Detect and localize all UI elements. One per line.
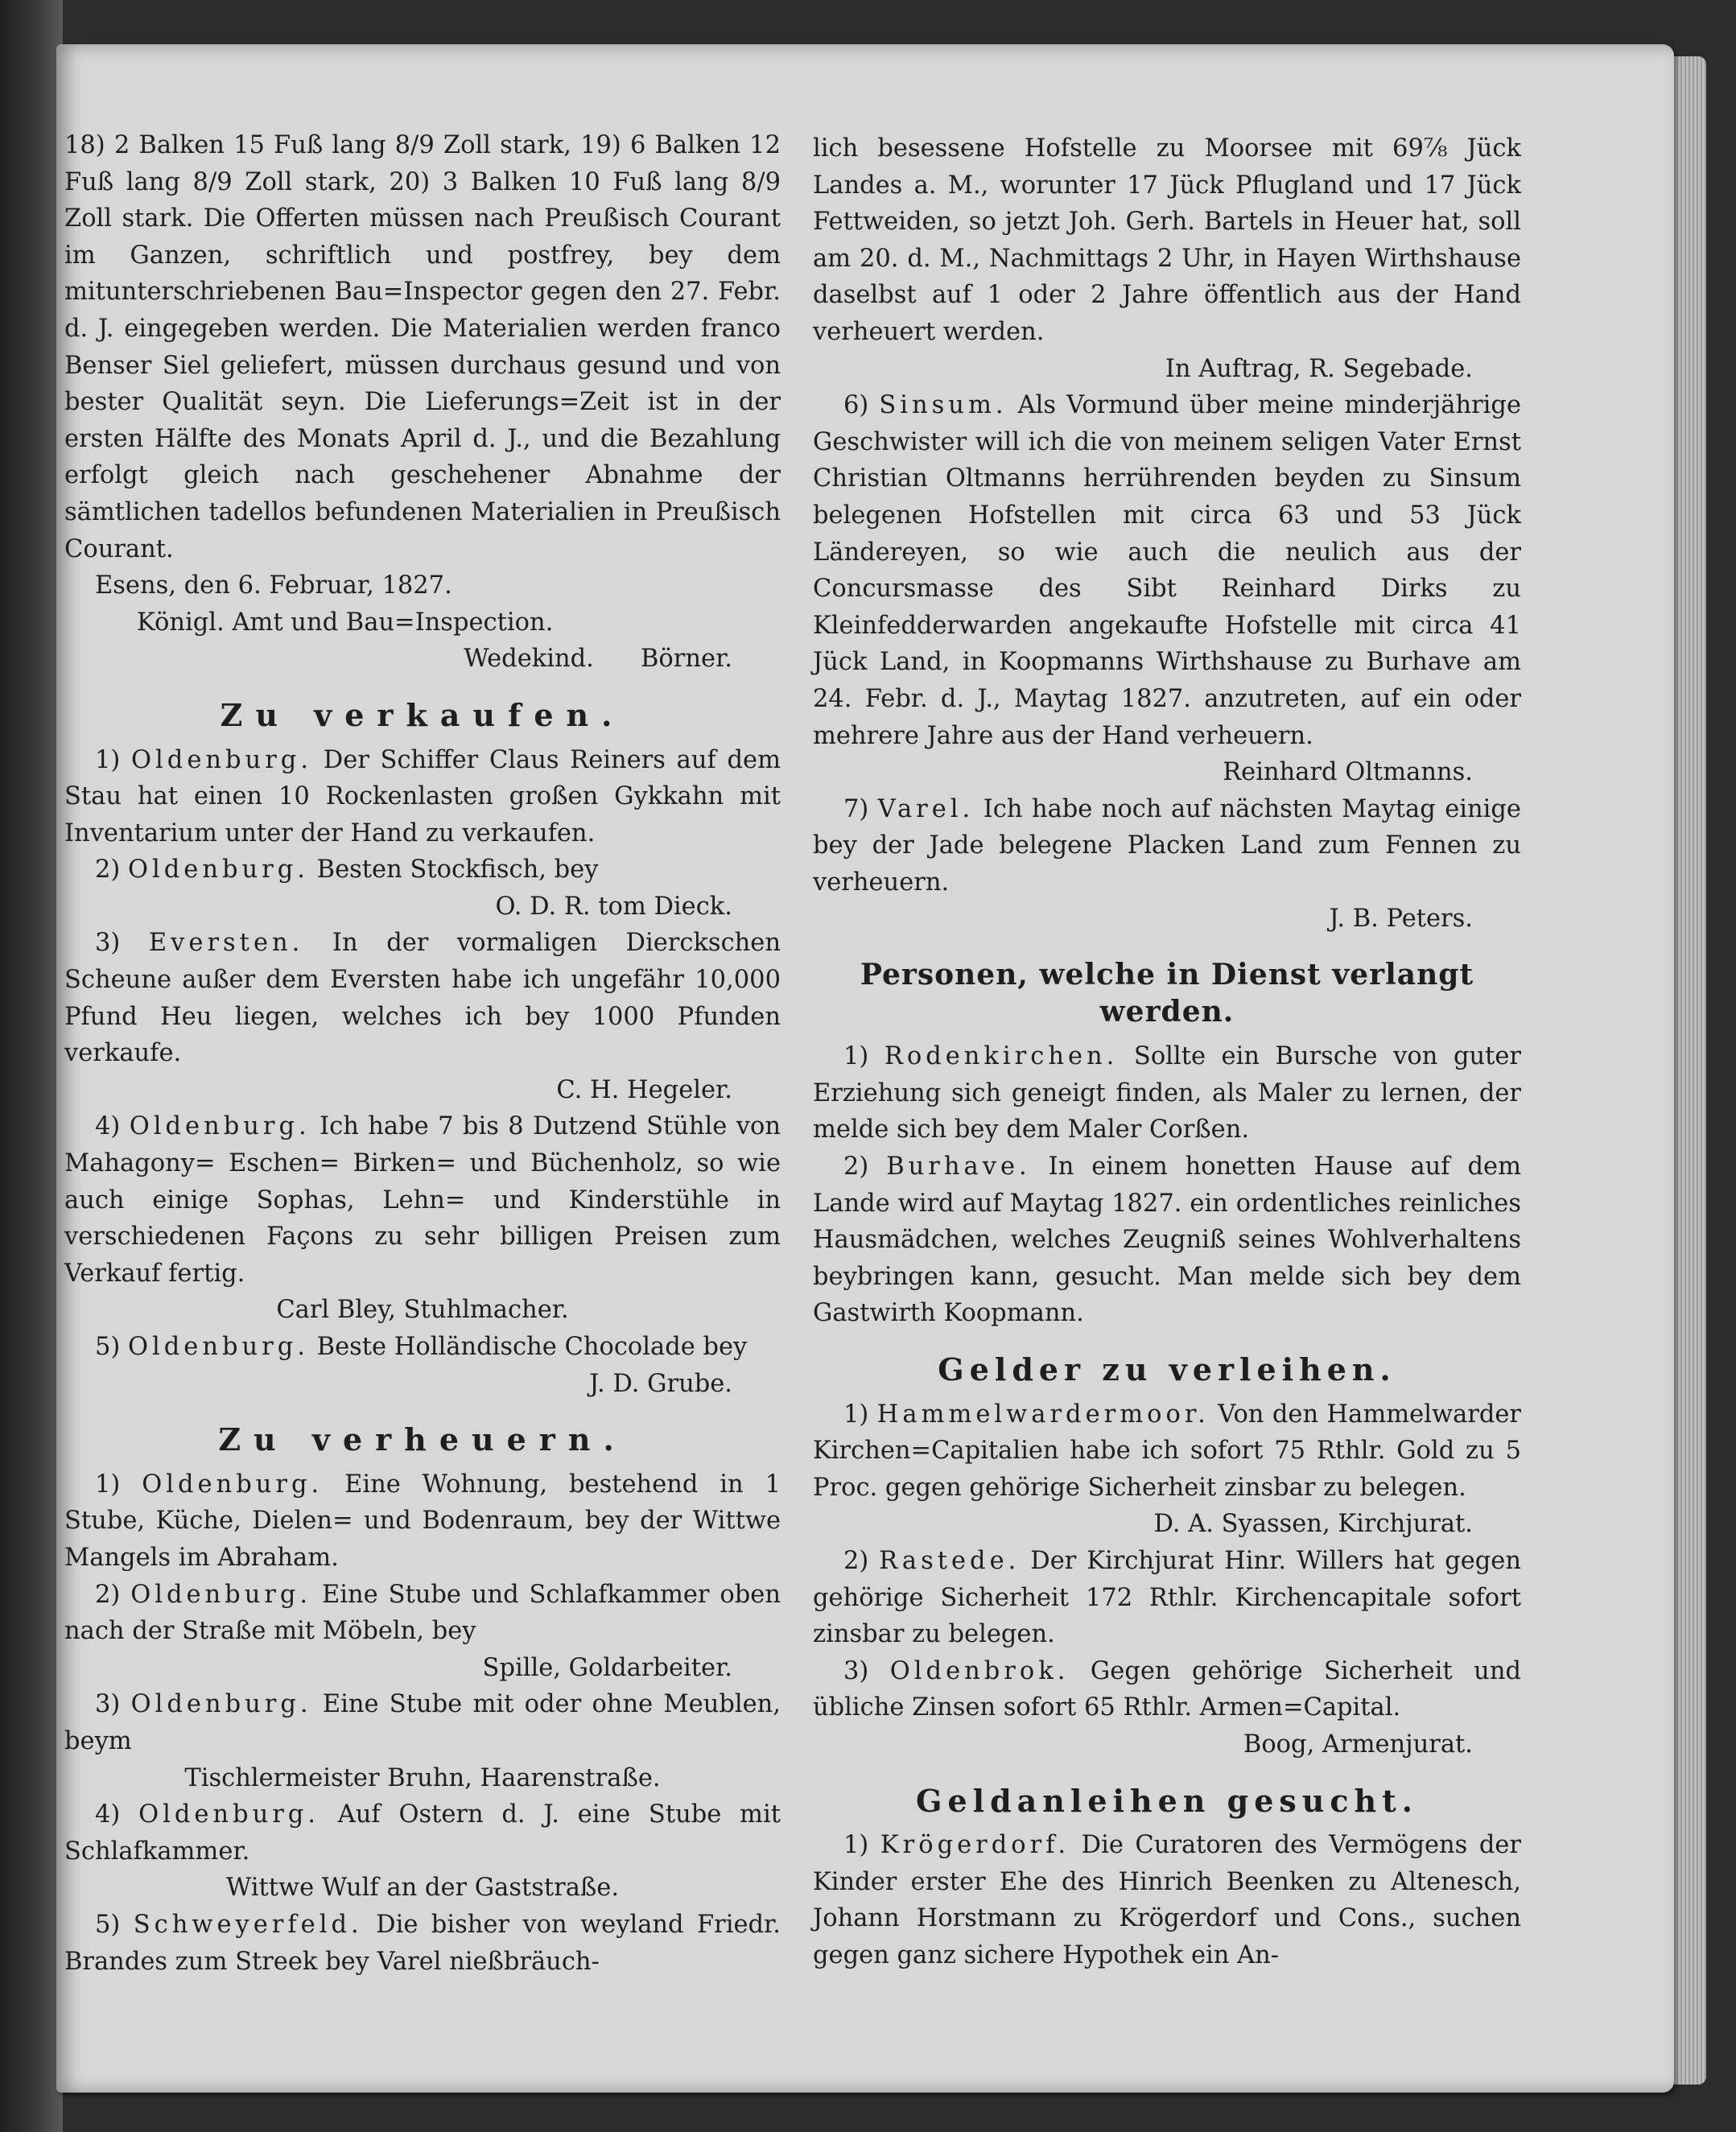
signature: Reinhard Oltmanns. (1223, 758, 1473, 787)
signature: Spille, Goldarbeiter. (482, 1653, 732, 1682)
intro-date: Esens, den 6. Februar, 1827. (95, 571, 452, 600)
heading-zu-verheuern: Zu verheuern. (218, 1421, 627, 1458)
list-item: 1) Rodenkirchen. Sollte ein Bursche von guter Erziehung sich geneigt finden, als Maler zu lernen, der melde sich bey dem Maler Corßen. (813, 1042, 1522, 1144)
list-item: 3) Oldenburg. Eine Stube mit oder ohne Meublen, beym (64, 1690, 781, 1755)
list-item: 3) Oldenbrok. Gegen gehörige Sicherheit und übliche Zinsen sofort 65 Rthlr. Armen=Capital. (813, 1656, 1521, 1722)
book-binding (0, 0, 63, 2132)
verheuern-list (64, 1466, 781, 1980)
list-item: 4) Oldenburg. Ich habe 7 bis 8 Dutzend Stühle von Mahagony= Eschen= Birken= und Büchenholz, so wie auch einige Sophas, Lehn= und Kinderstühle in verschiedenen Façons zu sehr billigen Preisen zum Verkauf fertig. (64, 1112, 781, 1288)
dienst-list (813, 1038, 1521, 1332)
signature: C. H. Hegeler. (556, 1075, 732, 1104)
right-column (813, 130, 1521, 1974)
heading-zu-verkaufen: Zu verkaufen. (220, 696, 625, 733)
page-edges (1674, 56, 1706, 2085)
signature: Boog, Armenjurat. (1243, 1730, 1473, 1759)
list-item: 1) Hammelwardermoor. Von den Hammelwarder Kirchen=Capitalien habe ich sofort 75 Rthlr. Gold zu 5 Proc. gegen gehörige Sicherheit zinsbar zu belegen. (813, 1400, 1521, 1502)
verleihen-list (813, 1396, 1521, 1763)
left-column (64, 127, 781, 1980)
list-item: 7) Varel. Ich habe noch auf nächsten Maytag einige bey der Jade belegene Placken Land zum Fennen zu verheuern. (813, 794, 1521, 897)
signature: Tischlermeister Bruhn, Haarenstraße. (184, 1763, 661, 1792)
list-item: 1) Oldenburg. Der Schiffer Claus Reiners auf dem Stau hat einen 10 Rockenlasten großen Gykkahn mit Inventarium unter der Hand zu verkaufen. (64, 745, 781, 847)
signature: Carl Bley, Stuhlmacher. (276, 1296, 569, 1325)
list-item: 2) Oldenburg. Besten Stockfisch, bey (95, 856, 599, 885)
intro-paragraph: 18) 2 Balken 15 Fuß lang 8/9 Zoll stark, 19) 6 Balken 12 Fuß lang 8/9 Zoll stark, 20) 3 Balken 10 Fuß lang 8/9 Zoll stark. Die Offerten müssen nach Preußisch Courant im Ganzen, schriftlich und postfrey, bey dem mitunterschriebenen Bau=Inspector gegen den 27. Febr. d. J. eingegeben werden. Die Materialien werden franco Benser Siel geliefert, müssen durchaus gesund und von bester Qualität seyn. Die Lieferungs=Zeit ist in der ersten Hälfte des Monats April d. J., und die Bezahlung erfolgt gleich nach geschehener Abnahme der sämtlichen tadellos befundenen Materialien in Preußisch Courant. (64, 131, 781, 563)
list-item: 4) Oldenburg. Auf Ostern d. J. eine Stube mit Schlafkammer. (64, 1800, 781, 1866)
intro-office: Königl. Amt und Bau=Inspection. (137, 608, 554, 637)
list-item: 5) Oldenburg. Beste Holländische Chocolade bey (95, 1333, 748, 1361)
anleihen-list (813, 1827, 1521, 1973)
list-item: 1) Krögerdorf. Die Curatoren des Vermögens der Kinder erster Ehe des Hinrich Beenken zu Altenesch, Johann Horstmann zu Krögerdorf und Cons., suchen gegen ganz sichere Hypothek ein An- (813, 1831, 1521, 1969)
list-item: 5) Schweyerfeld. Die bisher von weyland Friedr. Brandes zum Streek bey Varel nießbräuch- (64, 1910, 781, 1976)
heading-dienst: Personen, welche in Dienst verlangt werden. (860, 958, 1474, 1029)
signature: J. D. Grube. (589, 1369, 732, 1398)
verheuern-list-continued (813, 387, 1521, 938)
list-item: 1) Oldenburg. Eine Wohnung, bestehend in 1 Stube, Küche, Dielen= und Bodenraum, bey der Wittwe Mangels im Abraham. (64, 1470, 781, 1572)
intro-signers: Wedekind. Börner. (464, 645, 732, 674)
list-item: 2) Oldenburg. Eine Stube und Schlafkammer oben nach der Straße mit Möbeln, bey (64, 1580, 781, 1646)
heading-gelder-zu-verleihen: Gelder zu verleihen. (938, 1351, 1396, 1388)
continuation-paragraph: lich besessene Hofstelle zu Moorsee mit 69⅞ Jück Landes a. M., worunter 17 Jück Pflugland und 17 Jück Fettweiden, so jetzt Joh. Gerh. Bartels in Heuer hat, soll am 20. d. M., Nachmittags 2 Uhr, in Hayen Wirthshause daselbst auf 1 oder 2 Jahre öffentlich aus der Hand verheuert werden. (813, 134, 1521, 346)
signature: D. A. Syassen, Kirchjurat. (1153, 1510, 1473, 1539)
list-item: 6) Sinsum. Als Vormund über meine minderjährige Geschwister will ich die von meinem seligen Vater Ernst Christian Oltmanns herrührenden beyden zu Sinsum belegenen Hofstellen mit circa 63 und 53 Jück Ländereyen, so wie auch die neulich aus der Concursmasse des Sibt Reinhard Dirks zu Kleinfedderwarden angekaufte Hofstelle mit circa 41 Jück Land, in Koopmanns Wirthshause zu Burhave am 24. Febr. d. J., Maytag 1827. anzutreten, auf ein oder mehrere Jahre aus der Hand verheuern. (813, 391, 1521, 750)
list-item: 3) Eversten. In der vormaligen Dierckschen Scheune außer dem Eversten habe ich ungefähr 10,000 Pfund Heu liegen, welches ich bey 1000 Pfunden verkaufe. (64, 929, 781, 1068)
list-item: 2) Rastede. Der Kirchjurat Hinr. Willers hat gegen gehörige Sicherheit 172 Rthlr. Kirchencapitale sofort zinsbar zu belegen. (813, 1546, 1521, 1649)
list-item: 2) Burhave. In einem honetten Hause auf dem Lande wird auf Maytag 1827. ein ordentliches reinliches Hausmädchen, welches Zeugniß seines Wohlverhaltens beybringen kann, gesucht. Man melde sich bey dem Gastwirth Koopmann. (813, 1153, 1522, 1328)
verkaufen-list (64, 742, 781, 1403)
signature: O. D. R. tom Dieck. (495, 892, 732, 921)
signature: J. B. Peters. (1329, 905, 1473, 934)
heading-geldanleihen-gesucht: Geldanleihen gesucht. (916, 1782, 1418, 1819)
signature: Wittwe Wulf an der Gaststraße. (225, 1874, 620, 1903)
signature: In Auftrag, R. Segebade. (1165, 354, 1473, 383)
